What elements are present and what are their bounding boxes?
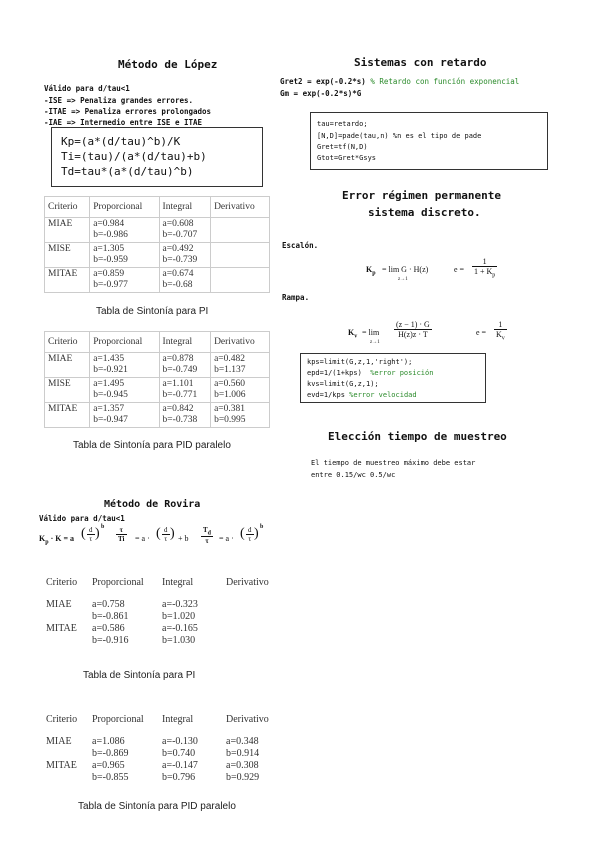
rampa-label: Rampa. xyxy=(282,293,310,302)
derivativo-cell xyxy=(211,268,270,293)
table-row xyxy=(46,599,273,623)
table-row xyxy=(45,243,270,268)
derivativo-cell xyxy=(226,623,273,647)
muestreo-line1: El tiempo de muestreo máximo debe estar xyxy=(311,459,476,467)
header-integral: Integral xyxy=(162,714,194,725)
header-proporcional: Proporcional xyxy=(90,332,159,353)
code-line: epd=1/(1+kps) %error posición xyxy=(307,369,434,377)
criterion-cell: MITAE xyxy=(46,760,77,771)
criterion-cell: MISE xyxy=(45,243,90,268)
rovira-title: Método de Rovira xyxy=(104,499,201,510)
table-row xyxy=(45,268,270,293)
rovira-pi-caption: Tabla de Sintonía para PI xyxy=(83,670,196,681)
header-derivativo: Derivativo xyxy=(211,332,270,353)
proporcional-cell: a=0.984 b=-0.986 xyxy=(90,218,159,243)
header-derivativo: Derivativo xyxy=(226,577,269,588)
code-line: kps=limit(G,z,1,'right'); xyxy=(307,358,413,366)
kv-formula: $K_v$ = lim z→1 $\frac{(z - 1) \cdot G}{H(z)z \cdot T}$ e = $\frac{1}{K_v}$ xyxy=(348,320,505,345)
lopez-criterion-ise: -ISE => Penaliza grandes errores. xyxy=(44,96,194,105)
error-title-line2: sistema discreto. xyxy=(368,206,481,219)
header-proporcional: Proporcional xyxy=(92,577,144,588)
header-proporcional: Proporcional xyxy=(90,197,159,218)
derivativo-cell xyxy=(211,218,270,243)
integral-cell: a=-0.165 b=1.030 xyxy=(162,623,198,646)
proporcional-cell: a=1.086 b=-0.869 xyxy=(92,736,129,759)
derivativo-cell: a=0.560 b=1.006 xyxy=(211,378,270,403)
criterion-cell: MISE xyxy=(45,378,90,403)
lopez-pi-caption: Tabla de Sintonía para PI xyxy=(96,306,209,317)
proporcional-cell: a=0.965 b=-0.855 xyxy=(92,760,129,783)
header-proporcional: Proporcional xyxy=(92,714,144,725)
header-derivativo: Derivativo xyxy=(226,714,269,725)
integral-cell: a=-0.147 b=0.796 xyxy=(162,760,198,783)
rovira-pi-table xyxy=(46,577,273,647)
code-line: Gret=tf(N,D) xyxy=(317,143,368,151)
rovira-pid-caption: Tabla de Sintonía para PID paralelo xyxy=(78,801,236,812)
criterion-cell: MITAE xyxy=(45,403,90,428)
header-derivativo: Derivativo xyxy=(211,197,270,218)
criterion-cell: MIAE xyxy=(45,218,90,243)
criterion-cell: MIAE xyxy=(46,736,72,747)
kp-formula: $K_p$ = lim G · H(z) z→1 e = $\frac{1}{1 + K_p}$ xyxy=(366,257,496,282)
lopez-pi-table xyxy=(44,196,270,293)
table-row xyxy=(46,623,273,647)
integral-cell: a=-0.323 b=1.020 xyxy=(162,599,198,622)
proporcional-cell: a=1.305 b=-0.959 xyxy=(90,243,159,268)
lopez-validity: Válido para d/tau<1 xyxy=(44,84,130,93)
gret2-line: Gret2 = exp(-0.2*s) % Retardo con función exponencial xyxy=(280,77,520,86)
table-row xyxy=(46,736,273,760)
header-criterio: Criterio xyxy=(46,714,78,725)
criterion-cell: MITAE xyxy=(45,268,90,293)
table-row xyxy=(45,218,270,243)
criterion-cell: MIAE xyxy=(46,599,72,610)
rovira-pid-table xyxy=(46,714,273,784)
table-row xyxy=(45,378,270,403)
lopez-criterion-iae: -IAE => Intermedio entre ISE e ITAE xyxy=(44,118,203,127)
integral-cell: a=1.101 b=-0.771 xyxy=(159,378,211,403)
code-line: Gtot=Gret*Gsys xyxy=(317,154,377,162)
lopez-pid-caption: Tabla de Sintonía para PID paralelo xyxy=(73,440,231,451)
proporcional-cell: a=1.357 b=-0.947 xyxy=(90,403,159,428)
proporcional-cell: a=1.495 b=-0.945 xyxy=(90,378,159,403)
derivativo-cell: a=0.348 b=0.914 xyxy=(226,736,260,759)
proporcional-cell: a=1.435 b=-0.921 xyxy=(90,353,159,378)
integral-cell: a=0.492 b=-0.739 xyxy=(159,243,211,268)
proporcional-cell: a=0.758 b=-0.861 xyxy=(92,599,129,622)
code-line: [N,D]=pade(tau,n) %n es el tipo de pade xyxy=(317,132,482,140)
integral-cell: a=0.608 b=-0.707 xyxy=(159,218,211,243)
criterion-cell: MITAE xyxy=(46,623,77,634)
header-integral: Integral xyxy=(162,577,194,588)
formula-kp: Kp=(a*(d/tau)^b)/K xyxy=(61,135,181,148)
header-criterio: Criterio xyxy=(45,197,90,218)
header-integral: Integral xyxy=(159,332,211,353)
integral-cell: a=0.674 b=-0.68 xyxy=(159,268,211,293)
rovira-formulas: $K_p \cdot K = a$ ( $\frac{d}{\tau}$ ) b $\frac{\tau}{Ti}$ = a · ( $\frac{d}{\tau}$ ) + b $\frac{T_d}{\tau}$ = a · ( $\frac{d}{\tau}$ ) b xyxy=(39,524,264,546)
criterion-cell: MIAE xyxy=(45,353,90,378)
derivativo-cell: a=0.482 b=1.137 xyxy=(211,353,270,378)
gm-line: Gm = exp(-0.2*s)*G xyxy=(280,89,362,98)
rovira-validity: Válido para d/tau<1 xyxy=(39,514,125,523)
derivativo-cell xyxy=(211,243,270,268)
integral-cell: a=-0.130 b=0.740 xyxy=(162,736,198,759)
retardo-title: Sistemas con retardo xyxy=(354,56,487,69)
formula-ti: Ti=(tau)/(a*(d/tau)+b) xyxy=(61,150,207,163)
formula-td: Td=tau*(a*(d/tau)^b) xyxy=(61,165,194,178)
lopez-pid-table xyxy=(44,331,270,428)
header-integral: Integral xyxy=(159,197,211,218)
derivativo-cell xyxy=(226,599,273,623)
lopez-title: Método de López xyxy=(118,58,218,71)
error-code-box xyxy=(300,353,486,403)
proporcional-cell: a=0.859 b=-0.977 xyxy=(90,268,159,293)
error-title-line1: Error régimen permanente xyxy=(342,189,501,202)
pade-code-box xyxy=(310,112,548,170)
table-row xyxy=(45,403,270,428)
integral-cell: a=0.842 b=-0.738 xyxy=(159,403,211,428)
muestreo-line2: entre 0.15/wc 0.5/wc xyxy=(311,471,396,479)
table-row xyxy=(46,760,273,784)
derivativo-cell: a=0.308 b=0.929 xyxy=(226,760,260,783)
derivativo-cell: a=0.381 b=0.995 xyxy=(211,403,270,428)
table-row xyxy=(45,353,270,378)
code-line: tau=retardo; xyxy=(317,120,368,128)
proporcional-cell: a=0.586 b=-0.916 xyxy=(92,623,129,646)
lopez-formula-box xyxy=(51,127,263,187)
lopez-criterion-itae: -ITAE => Penaliza errores prolongados xyxy=(44,107,212,116)
code-line: kvs=limit(G,z,1); xyxy=(307,380,379,388)
escalon-label: Escalón. xyxy=(282,241,319,250)
integral-cell: a=0.878 b=-0.749 xyxy=(159,353,211,378)
code-line: evd=1/kps %error velocidad xyxy=(307,391,417,399)
muestreo-title: Elección tiempo de muestreo xyxy=(328,430,507,443)
header-criterio: Criterio xyxy=(45,332,90,353)
header-criterio: Criterio xyxy=(46,577,78,588)
